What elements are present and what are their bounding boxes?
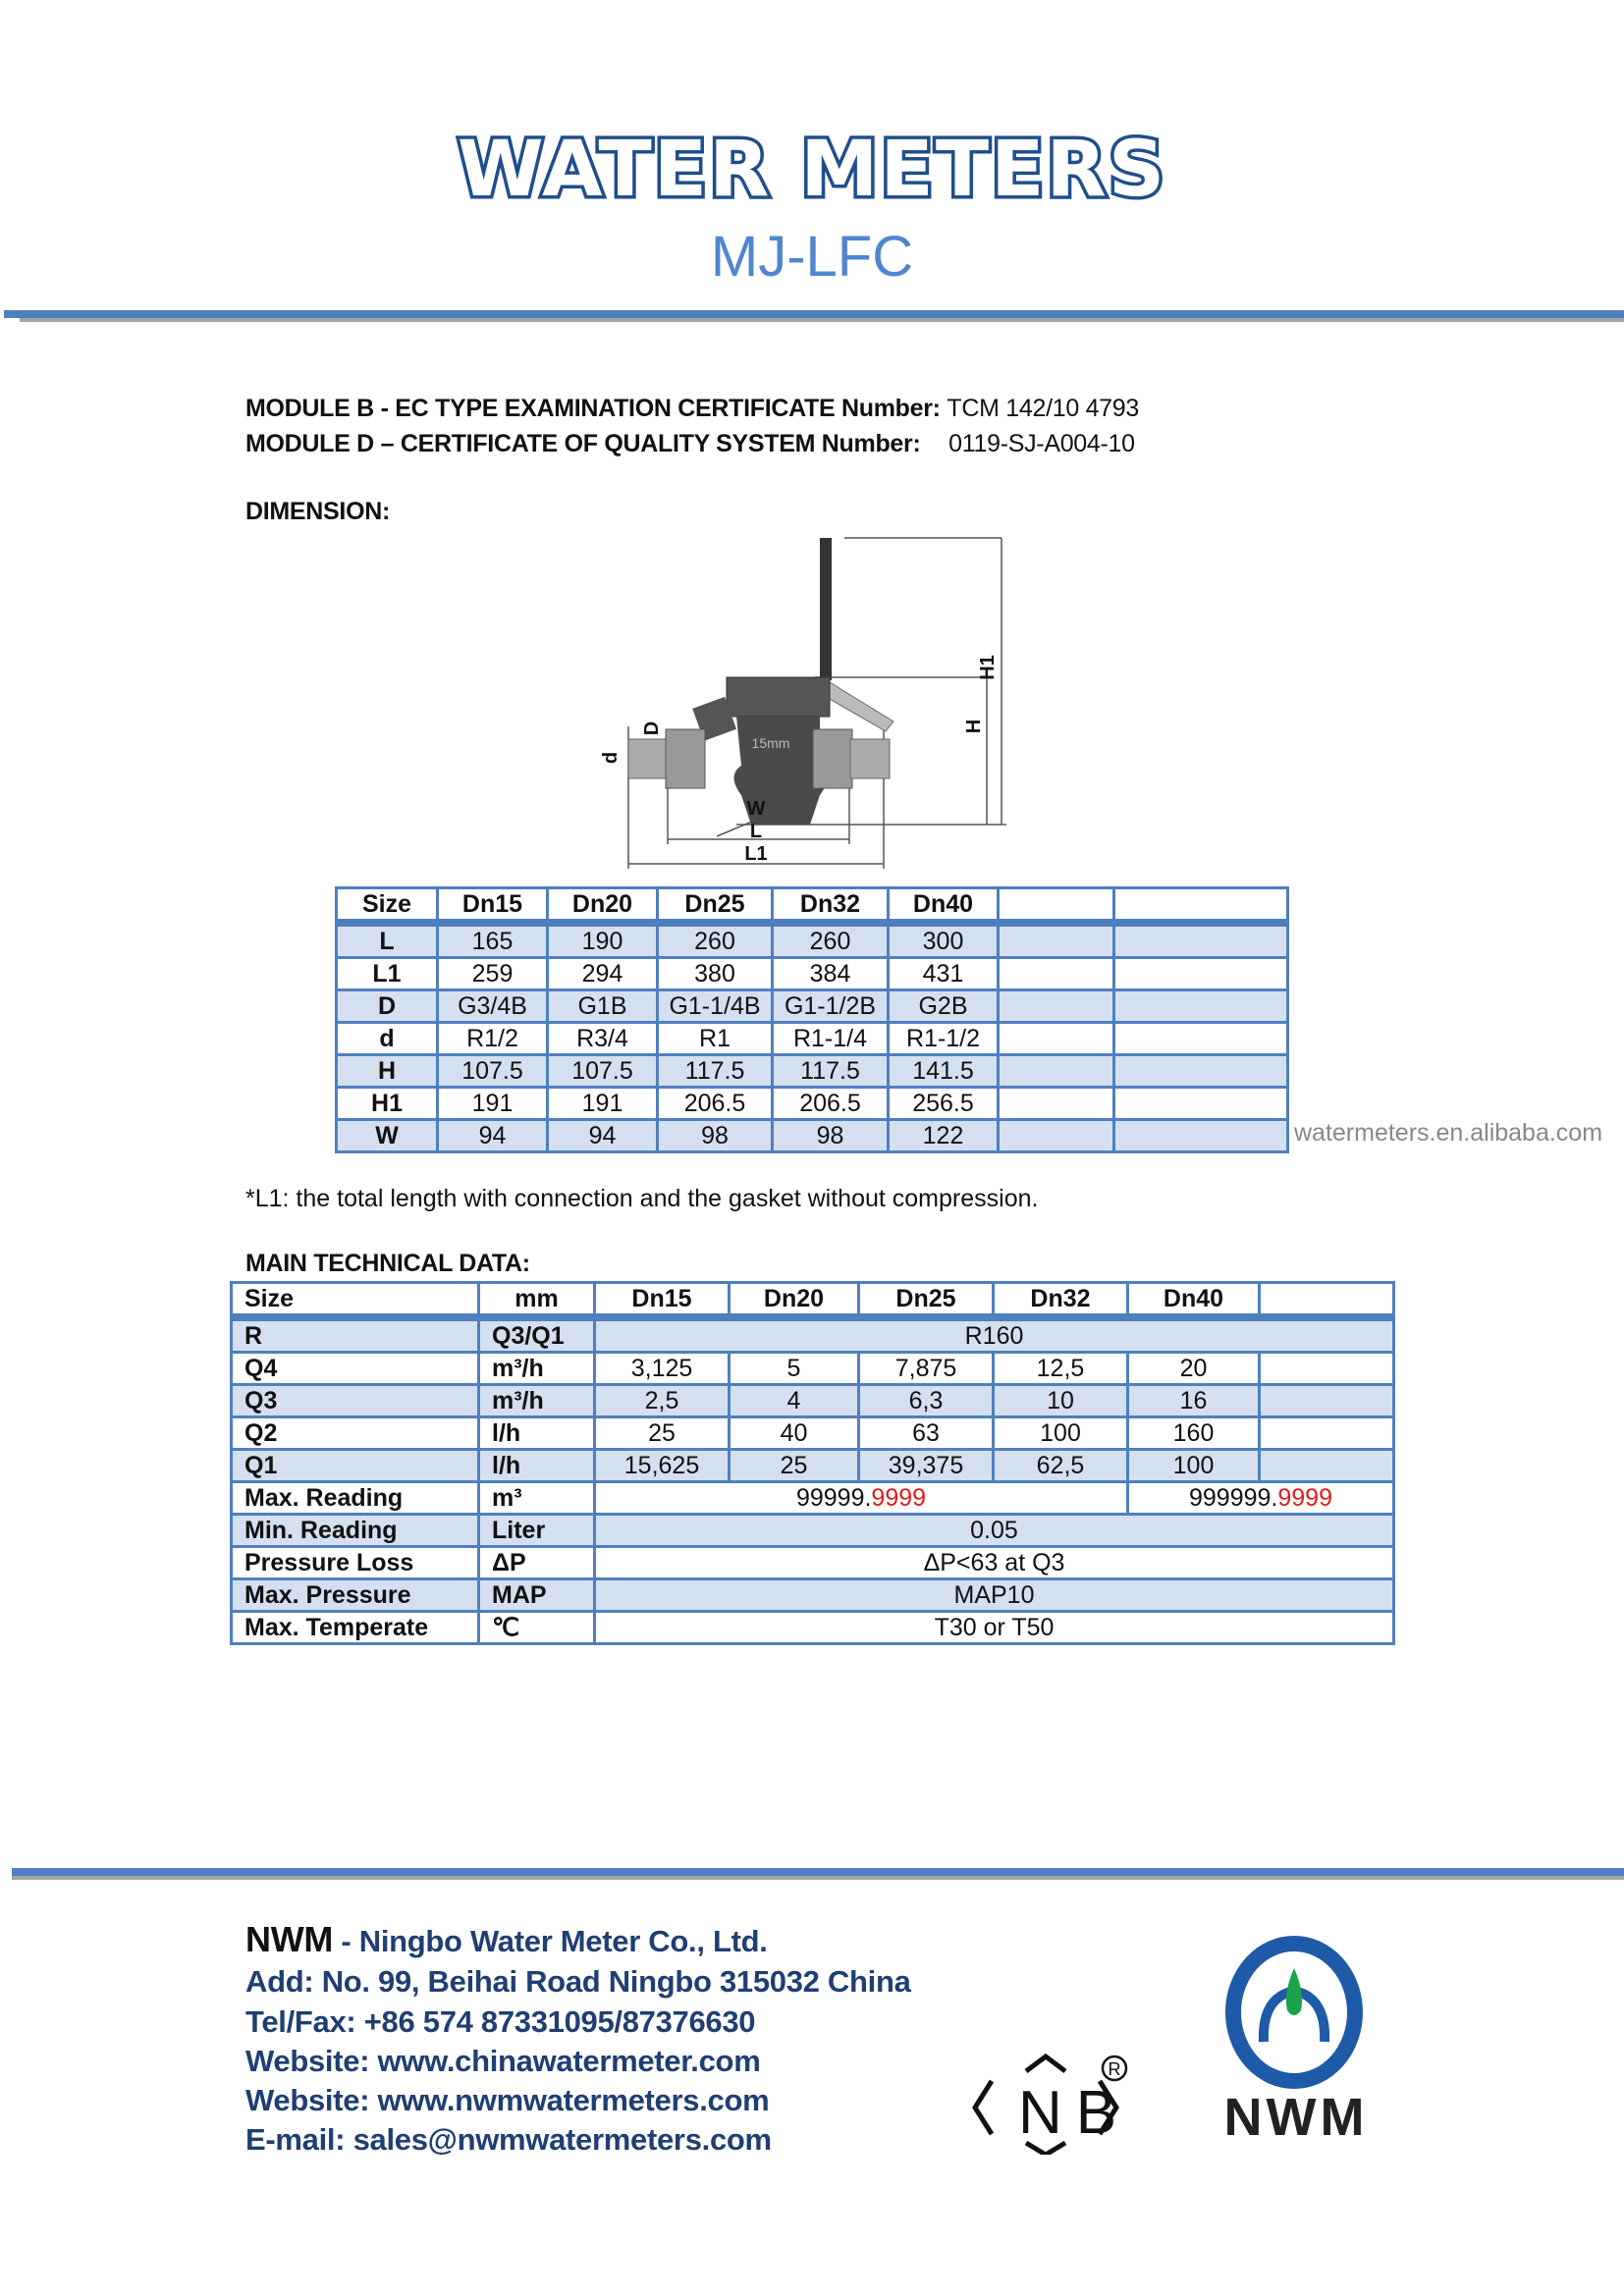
label-H: H [963, 719, 985, 734]
table-cell: 122 [889, 1120, 999, 1152]
table-cell: 4 [730, 1385, 859, 1417]
table-row [232, 1579, 1394, 1612]
table-cell: 100 [994, 1417, 1128, 1450]
row-label: Max. Temperate [232, 1612, 479, 1644]
table-row [337, 1088, 1288, 1120]
table-cell [999, 1023, 1114, 1055]
table-cell: 6,3 [859, 1385, 994, 1417]
row-label: Min. Reading [232, 1515, 479, 1547]
span-value: MAP10 [595, 1579, 1394, 1612]
table-cell: R1/2 [438, 1023, 548, 1055]
unit-cell: m³/h [479, 1353, 595, 1385]
label-D: D [641, 721, 663, 736]
bore-label: 15mm [751, 735, 790, 751]
table-cell: 191 [438, 1088, 548, 1120]
column-header [1260, 1283, 1394, 1318]
table-cell: 259 [438, 958, 548, 990]
meter-register [727, 677, 830, 717]
table-cell: 380 [658, 958, 773, 990]
table-cell [1260, 1385, 1394, 1417]
column-header: Dn15 [595, 1283, 730, 1318]
table-cell [1114, 958, 1288, 990]
span-value: 0.05 [595, 1515, 1394, 1547]
table-row [232, 1317, 1394, 1353]
watermark: watermeters.en.alibaba.com [1294, 1119, 1603, 1147]
table-cell: 117.5 [658, 1055, 773, 1088]
table-cell: 100 [1128, 1450, 1260, 1482]
meter-lid [820, 538, 832, 680]
table-header-row [337, 888, 1288, 924]
nb-logo-text: NB [1018, 2079, 1131, 2147]
unit-cell: l/h [479, 1450, 595, 1482]
technical-heading: MAIN TECHNICAL DATA: [245, 1250, 530, 1277]
table-header-row [232, 1283, 1394, 1318]
svg-text:R: R [1108, 2059, 1121, 2079]
table-row [232, 1417, 1394, 1450]
row-label: Q4 [232, 1353, 479, 1385]
footer-rule-shadow [12, 1876, 1624, 1880]
table-cell: 165 [438, 923, 548, 958]
table-row [232, 1482, 1394, 1515]
column-header: Dn40 [889, 888, 999, 924]
table-cell [999, 958, 1114, 990]
row-label: H [337, 1055, 438, 1088]
row-label: Max. Reading [232, 1482, 479, 1515]
reading-decimal: 9999 [871, 1483, 927, 1512]
table-cell: 94 [548, 1120, 658, 1152]
table-cell [1260, 1353, 1394, 1385]
column-header: Size [337, 888, 438, 924]
unit-cell: ΔP [479, 1547, 595, 1579]
dimension-table [335, 886, 1289, 1153]
table-cell: 117.5 [773, 1055, 889, 1088]
label-d: d [600, 751, 622, 765]
table-cell [999, 1055, 1114, 1088]
column-header [999, 888, 1114, 924]
table-row [337, 990, 1288, 1023]
table-cell [1114, 990, 1288, 1023]
unit-cell: MAP [479, 1579, 595, 1612]
table-cell [999, 1088, 1114, 1120]
label-L1: L1 [744, 843, 768, 865]
table-cell: 191 [548, 1088, 658, 1120]
table-cell: 300 [889, 923, 999, 958]
column-header: mm [479, 1283, 595, 1318]
row-label: R [232, 1317, 479, 1353]
table-row [337, 1023, 1288, 1055]
column-header: Dn32 [994, 1283, 1128, 1318]
row-label: L1 [337, 958, 438, 990]
header-rule [4, 310, 1624, 318]
table-cell: 141.5 [889, 1055, 999, 1088]
table-row [232, 1515, 1394, 1547]
table-cell: G3/4B [438, 990, 548, 1023]
row-label: Q2 [232, 1417, 479, 1450]
company-short: NWM [245, 1919, 334, 1959]
table-cell: 20 [1128, 1353, 1260, 1385]
certificate-module-d [245, 430, 1135, 458]
table-cell: 3,125 [595, 1353, 730, 1385]
unit-cell: m³ [479, 1482, 595, 1515]
table-cell [1114, 1023, 1288, 1055]
model-title: MJ-LFC [710, 225, 914, 289]
label-W: W [746, 798, 766, 820]
cert-number: TCM 142/10 4793 [947, 395, 1139, 422]
table-cell: 62,5 [994, 1450, 1128, 1482]
email-link[interactable]: E-mail: sales@nwmwatermeters.com [245, 2122, 772, 2157]
table-cell [1260, 1450, 1394, 1482]
table-cell: 260 [658, 923, 773, 958]
table-cell: 294 [548, 958, 658, 990]
column-header: Dn25 [859, 1283, 994, 1318]
table-cell: 63 [859, 1417, 994, 1450]
table-cell: R3/4 [548, 1023, 658, 1055]
reading-decimal: 9999 [1277, 1483, 1332, 1512]
unit-cell: Q3/Q1 [479, 1317, 595, 1353]
certificate-module-b [245, 395, 1139, 423]
row-label: W [337, 1120, 438, 1152]
table-cell: G2B [889, 990, 999, 1023]
reading-integer: 99999. [795, 1483, 872, 1512]
unit-cell: m³/h [479, 1385, 595, 1417]
table-cell [1114, 1055, 1288, 1088]
cert-label: MODULE D – CERTIFICATE OF QUALITY SYSTEM Number: [245, 430, 921, 457]
column-header [1114, 888, 1288, 924]
table-cell: 12,5 [994, 1353, 1128, 1385]
table-cell: 260 [773, 923, 889, 958]
table-row [337, 958, 1288, 990]
nwm-logo-icon [1203, 1934, 1389, 2150]
column-header: Dn25 [658, 888, 773, 924]
header-rule-shadow [20, 318, 1624, 322]
unit-cell: ℃ [479, 1612, 595, 1644]
nb-logo-icon [967, 2047, 1139, 2155]
brand-title: WATER METERS [457, 126, 1167, 214]
table-row [232, 1612, 1394, 1644]
address: Add: No. 99, Beihai Road Ningbo 315032 China [245, 1964, 911, 1999]
column-header: Dn40 [1128, 1283, 1260, 1318]
table-cell: R1-1/2 [889, 1023, 999, 1055]
table-row [337, 1120, 1288, 1152]
label-L: L [749, 821, 763, 842]
table-cell: 190 [548, 923, 658, 958]
table-cell [999, 1120, 1114, 1152]
table-cell: 40 [730, 1417, 859, 1450]
unit-cell: Liter [479, 1515, 595, 1547]
table-cell [999, 923, 1114, 958]
table-cell: 7,875 [859, 1353, 994, 1385]
cert-label: MODULE B - EC TYPE EXAMINATION CERTIFICATE Number: [245, 395, 941, 422]
row-label: L [337, 923, 438, 958]
company-name: - Ningbo Water Meter Co., Ltd. [333, 1924, 768, 1958]
nwm-logo-text: NWM [1223, 2088, 1369, 2147]
table-cell: G1-1/2B [773, 990, 889, 1023]
unit-cell: l/h [479, 1417, 595, 1450]
table-cell: 206.5 [773, 1088, 889, 1120]
table-cell: 160 [1128, 1417, 1260, 1450]
reading-value [1128, 1482, 1394, 1515]
website-link-1[interactable]: Website: www.chinawatermeter.com [245, 2044, 761, 2078]
table-cell: 10 [994, 1385, 1128, 1417]
technical-data-table [230, 1281, 1395, 1645]
table-row [232, 1547, 1394, 1579]
span-value: R160 [595, 1317, 1394, 1353]
company-line [245, 1919, 768, 1960]
table-cell: 16 [1128, 1385, 1260, 1417]
meter-dimension-diagram [569, 530, 1021, 869]
table-row [337, 1055, 1288, 1088]
table-cell: 256.5 [889, 1088, 999, 1120]
reading-integer: 999999. [1189, 1483, 1278, 1512]
table-cell: 5 [730, 1353, 859, 1385]
table-cell: 98 [773, 1120, 889, 1152]
row-label: d [337, 1023, 438, 1055]
dimension-footnote: *L1: the total length with connection and the gasket without compression. [245, 1185, 1039, 1212]
table-cell [1114, 1120, 1288, 1152]
table-cell: 94 [438, 1120, 548, 1152]
table-cell: 107.5 [548, 1055, 658, 1088]
row-label: H1 [337, 1088, 438, 1120]
table-cell: R1-1/4 [773, 1023, 889, 1055]
table-cell [1114, 1088, 1288, 1120]
span-value: T30 or T50 [595, 1612, 1394, 1644]
table-cell [999, 990, 1114, 1023]
table-cell: 25 [730, 1450, 859, 1482]
column-header: Dn15 [438, 888, 548, 924]
table-cell: G1B [548, 990, 658, 1023]
row-label: D [337, 990, 438, 1023]
table-cell: 98 [658, 1120, 773, 1152]
span-value: ΔP<63 at Q3 [595, 1547, 1394, 1579]
table-cell: 431 [889, 958, 999, 990]
row-label: Pressure Loss [232, 1547, 479, 1579]
table-row [232, 1385, 1394, 1417]
table-row [337, 923, 1288, 958]
column-header: Dn32 [773, 888, 889, 924]
table-cell: 2,5 [595, 1385, 730, 1417]
tel-fax: Tel/Fax: +86 574 87331095/87376630 [245, 2004, 756, 2039]
table-cell: G1-1/4B [658, 990, 773, 1023]
table-cell: 25 [595, 1417, 730, 1450]
table-row [232, 1353, 1394, 1385]
dimension-heading: DIMENSION: [245, 498, 391, 525]
table-cell: 39,375 [859, 1450, 994, 1482]
table-cell [1260, 1417, 1394, 1450]
table-cell: 206.5 [658, 1088, 773, 1120]
label-H1: H1 [977, 655, 999, 680]
row-label: Q3 [232, 1385, 479, 1417]
table-cell: 384 [773, 958, 889, 990]
reading-value [595, 1482, 1128, 1515]
table-cell [1114, 923, 1288, 958]
cert-number: 0119-SJ-A004-10 [948, 430, 1135, 457]
table-cell: 107.5 [438, 1055, 548, 1088]
row-label: Q1 [232, 1450, 479, 1482]
column-header: Dn20 [730, 1283, 859, 1318]
table-cell: 15,625 [595, 1450, 730, 1482]
table-cell: R1 [658, 1023, 773, 1055]
column-header: Size [232, 1283, 479, 1318]
table-row [232, 1450, 1394, 1482]
website-link-2[interactable]: Website: www.nwmwatermeters.com [245, 2083, 770, 2117]
footer-rule [12, 1868, 1624, 1876]
row-label: Max. Pressure [232, 1579, 479, 1612]
column-header: Dn20 [548, 888, 658, 924]
